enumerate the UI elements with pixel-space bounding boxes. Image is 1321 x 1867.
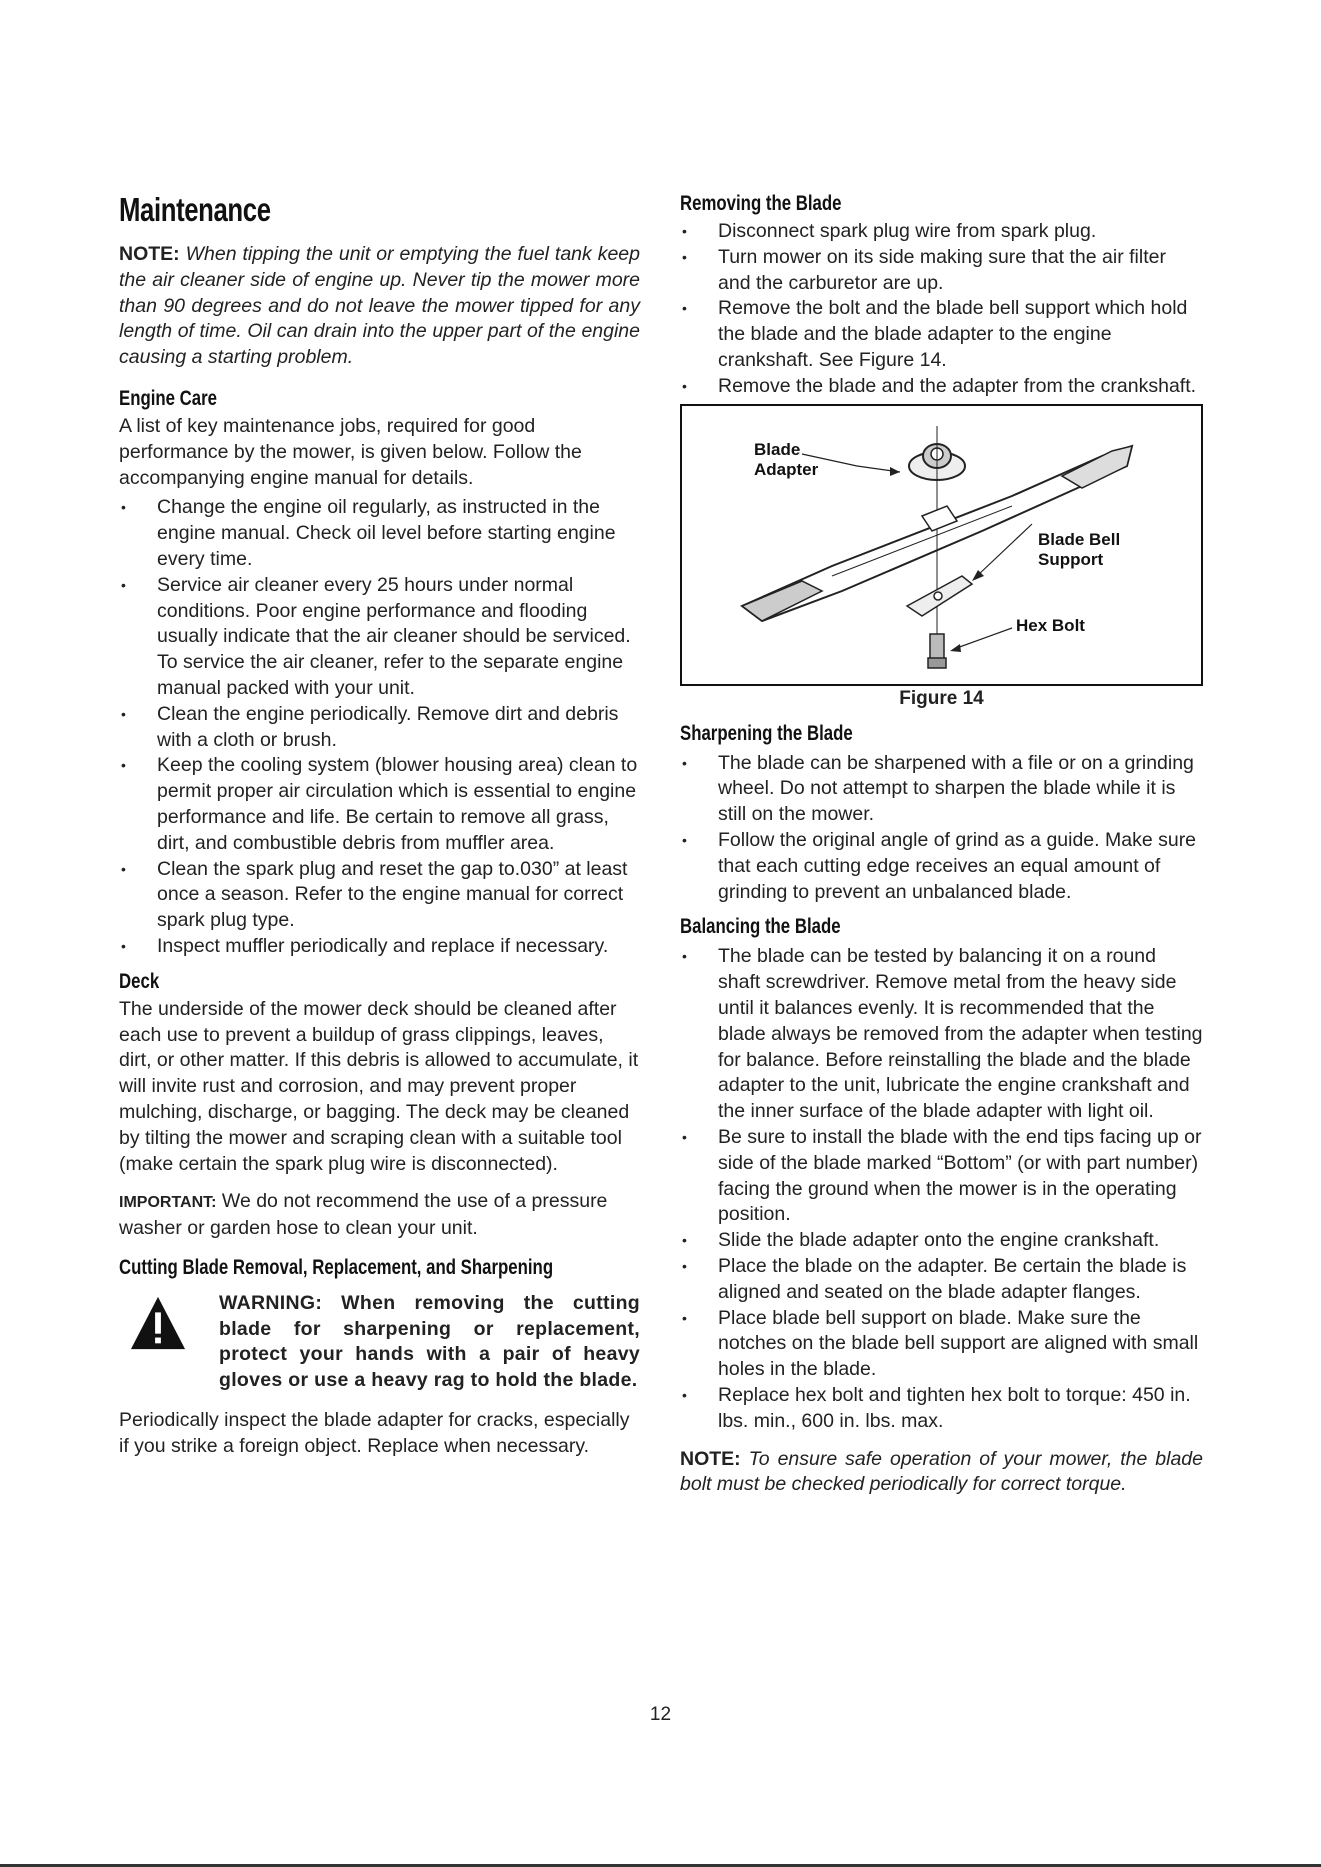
figure-caption: Figure 14 xyxy=(899,687,984,709)
important-label: IMPORTANT: xyxy=(119,1194,217,1212)
tipping-note xyxy=(119,242,640,371)
left-column xyxy=(119,190,640,1460)
warning-block xyxy=(119,1291,640,1394)
list-item: • Be sure to install the blade with the end tips facing up or side of the blade marked “Bottom” (or with part number) facing the ground when the mower is in the operating position. xyxy=(680,1125,1203,1228)
engine-care-list xyxy=(119,495,640,959)
note-text: To ensure safe operation of your mower, the blade bolt must be checked periodically for correct torque. xyxy=(680,1447,1203,1496)
label-line: Blade Bell xyxy=(1038,529,1121,549)
label-hex-bolt: Hex Bolt xyxy=(1016,615,1085,635)
sharpening-list xyxy=(680,751,1203,906)
removing-blade-heading: Removing the Blade xyxy=(680,192,842,215)
list-item: • The blade can be tested by balancing it on a round shaft screwdriver. Remove metal from the heavy side until it balances evenly. It is recommended that the blade always be removed from the adapter when testing for balance. Before reinstalling the blade and the blade adapter to the unit, lubricate the engine crankshaft and the inner surface of the blade adapter with light oil. xyxy=(680,944,1203,1125)
list-item: • Replace hex bolt and tighten hex bolt to torque: 450 in. lbs. min., 600 in. lbs. max. xyxy=(680,1383,1203,1435)
page-number: 12 xyxy=(649,1704,672,1725)
warning-text: WARNING: When removing the cutting blade for sharpening or replacement, protect your hands with a pair of heavy gloves or use a heavy rag to hold the blade. xyxy=(219,1291,640,1392)
torque-note xyxy=(680,1447,1203,1499)
deck-text: The underside of the mower deck should be cleaned after each use to prevent a buildup of grass clippings, leaves, dirt, or other matter. If this debris is allowed to accumulate, it will invite rust and corrosion, and may prevent proper mulching, discharge, or bagging. The deck may be cleaned by tilting the mower and scraping clean with a suitable tool (make certain the spark plug wire is disconnected). xyxy=(119,997,639,1175)
warning-triangle-icon xyxy=(129,1295,187,1353)
label-line: Adapter xyxy=(754,459,819,479)
balancing-list xyxy=(680,944,1203,1434)
list-item: • Change the engine oil regularly, as instructed in the engine manual. Check oil level before starting engine every time. xyxy=(119,495,640,572)
list-item: • Place blade bell support on blade. Make sure the notches on the blade bell support are aligned with small holes in the blade. xyxy=(680,1306,1203,1383)
right-column xyxy=(680,190,1203,1512)
list-item: • Clean the engine periodically. Remove dirt and debris with a cloth or brush. xyxy=(119,702,640,754)
list-item: • Clean the spark plug and reset the gap to.030” at least once a season. Refer to the engine manual for correct spark plug type. xyxy=(119,857,640,934)
blade-adapter-text: Periodically inspect the blade adapter for cracks, especially if you strike a foreign object. Replace when necessary. xyxy=(119,1409,630,1457)
note-label: NOTE: xyxy=(119,243,180,265)
deck-heading: Deck xyxy=(119,969,160,993)
list-item: • Slide the blade adapter onto the engine crankshaft. xyxy=(680,1228,1203,1254)
label-line: Support xyxy=(1038,549,1104,569)
engine-care-heading: Engine Care xyxy=(119,386,218,410)
balancing-heading: Balancing the Blade xyxy=(680,915,841,939)
label-blade-adapter xyxy=(754,440,818,480)
list-item: • Service air cleaner every 25 hours under normal conditions. Poor engine performance and flooding usually indicate that the air cleaner should be serviced. To service the air cleaner, refer to the separate engine manual packed with your unit. xyxy=(119,573,640,702)
label-blade-bell-support xyxy=(1038,530,1120,570)
note-label: NOTE: xyxy=(680,1447,741,1470)
page-title: Maintenance xyxy=(119,191,271,228)
removing-blade-list xyxy=(680,219,1203,400)
list-item: • Disconnect spark plug wire from spark plug. xyxy=(680,219,1203,245)
list-item: • Follow the original angle of grind as a guide. Make sure that each cutting edge receives an equal amount of grinding to prevent an unbalanced blade. xyxy=(680,828,1203,905)
list-item: • Place the blade on the adapter. Be certain the blade is aligned and seated on the blade adapter flanges. xyxy=(680,1254,1203,1306)
label-line: Blade xyxy=(754,439,801,459)
list-item: • Inspect muffler periodically and replace if necessary. xyxy=(119,934,640,960)
list-item: • The blade can be sharpened with a file or on a grinding wheel. Do not attempt to sharpen the blade while it is still on the mower. xyxy=(680,751,1203,828)
list-item: • Keep the cooling system (blower housing area) clean to permit proper air circulation which is essential to engine performance and life. Be certain to remove all grass, dirt, and combustible debris from muffler area. xyxy=(119,753,640,856)
engine-care-intro: A list of key maintenance jobs, required for good performance by the mower, is given below. Follow the accompanying engine manual for details. xyxy=(119,414,582,489)
cutting-blade-heading: Cutting Blade Removal, Replacement, and Sharpening xyxy=(119,1255,554,1279)
list-item: • Remove the bolt and the blade bell support which hold the blade and the blade adapter to the engine crankshaft. See Figure 14. xyxy=(680,296,1203,373)
list-item: • Turn mower on its side making sure that the air filter and the carburetor are up. xyxy=(680,245,1203,297)
sharpening-heading: Sharpening the Blade xyxy=(680,721,853,745)
note-text: When tipping the unit or emptying the fuel tank keep the air cleaner side of engine up. Never tip the mower more than 90 degrees and do not leave the mower tipped for any length of time. Oil can drain into the upper part of the engine causing a starting problem. xyxy=(119,243,640,369)
list-item: • Remove the blade and the adapter from the crankshaft. xyxy=(680,374,1203,400)
important-note xyxy=(119,1189,640,1242)
figure-14 xyxy=(680,404,1203,686)
important-text: We do not recommend the use of a pressure washer or garden hose to clean your unit. xyxy=(119,1190,608,1240)
